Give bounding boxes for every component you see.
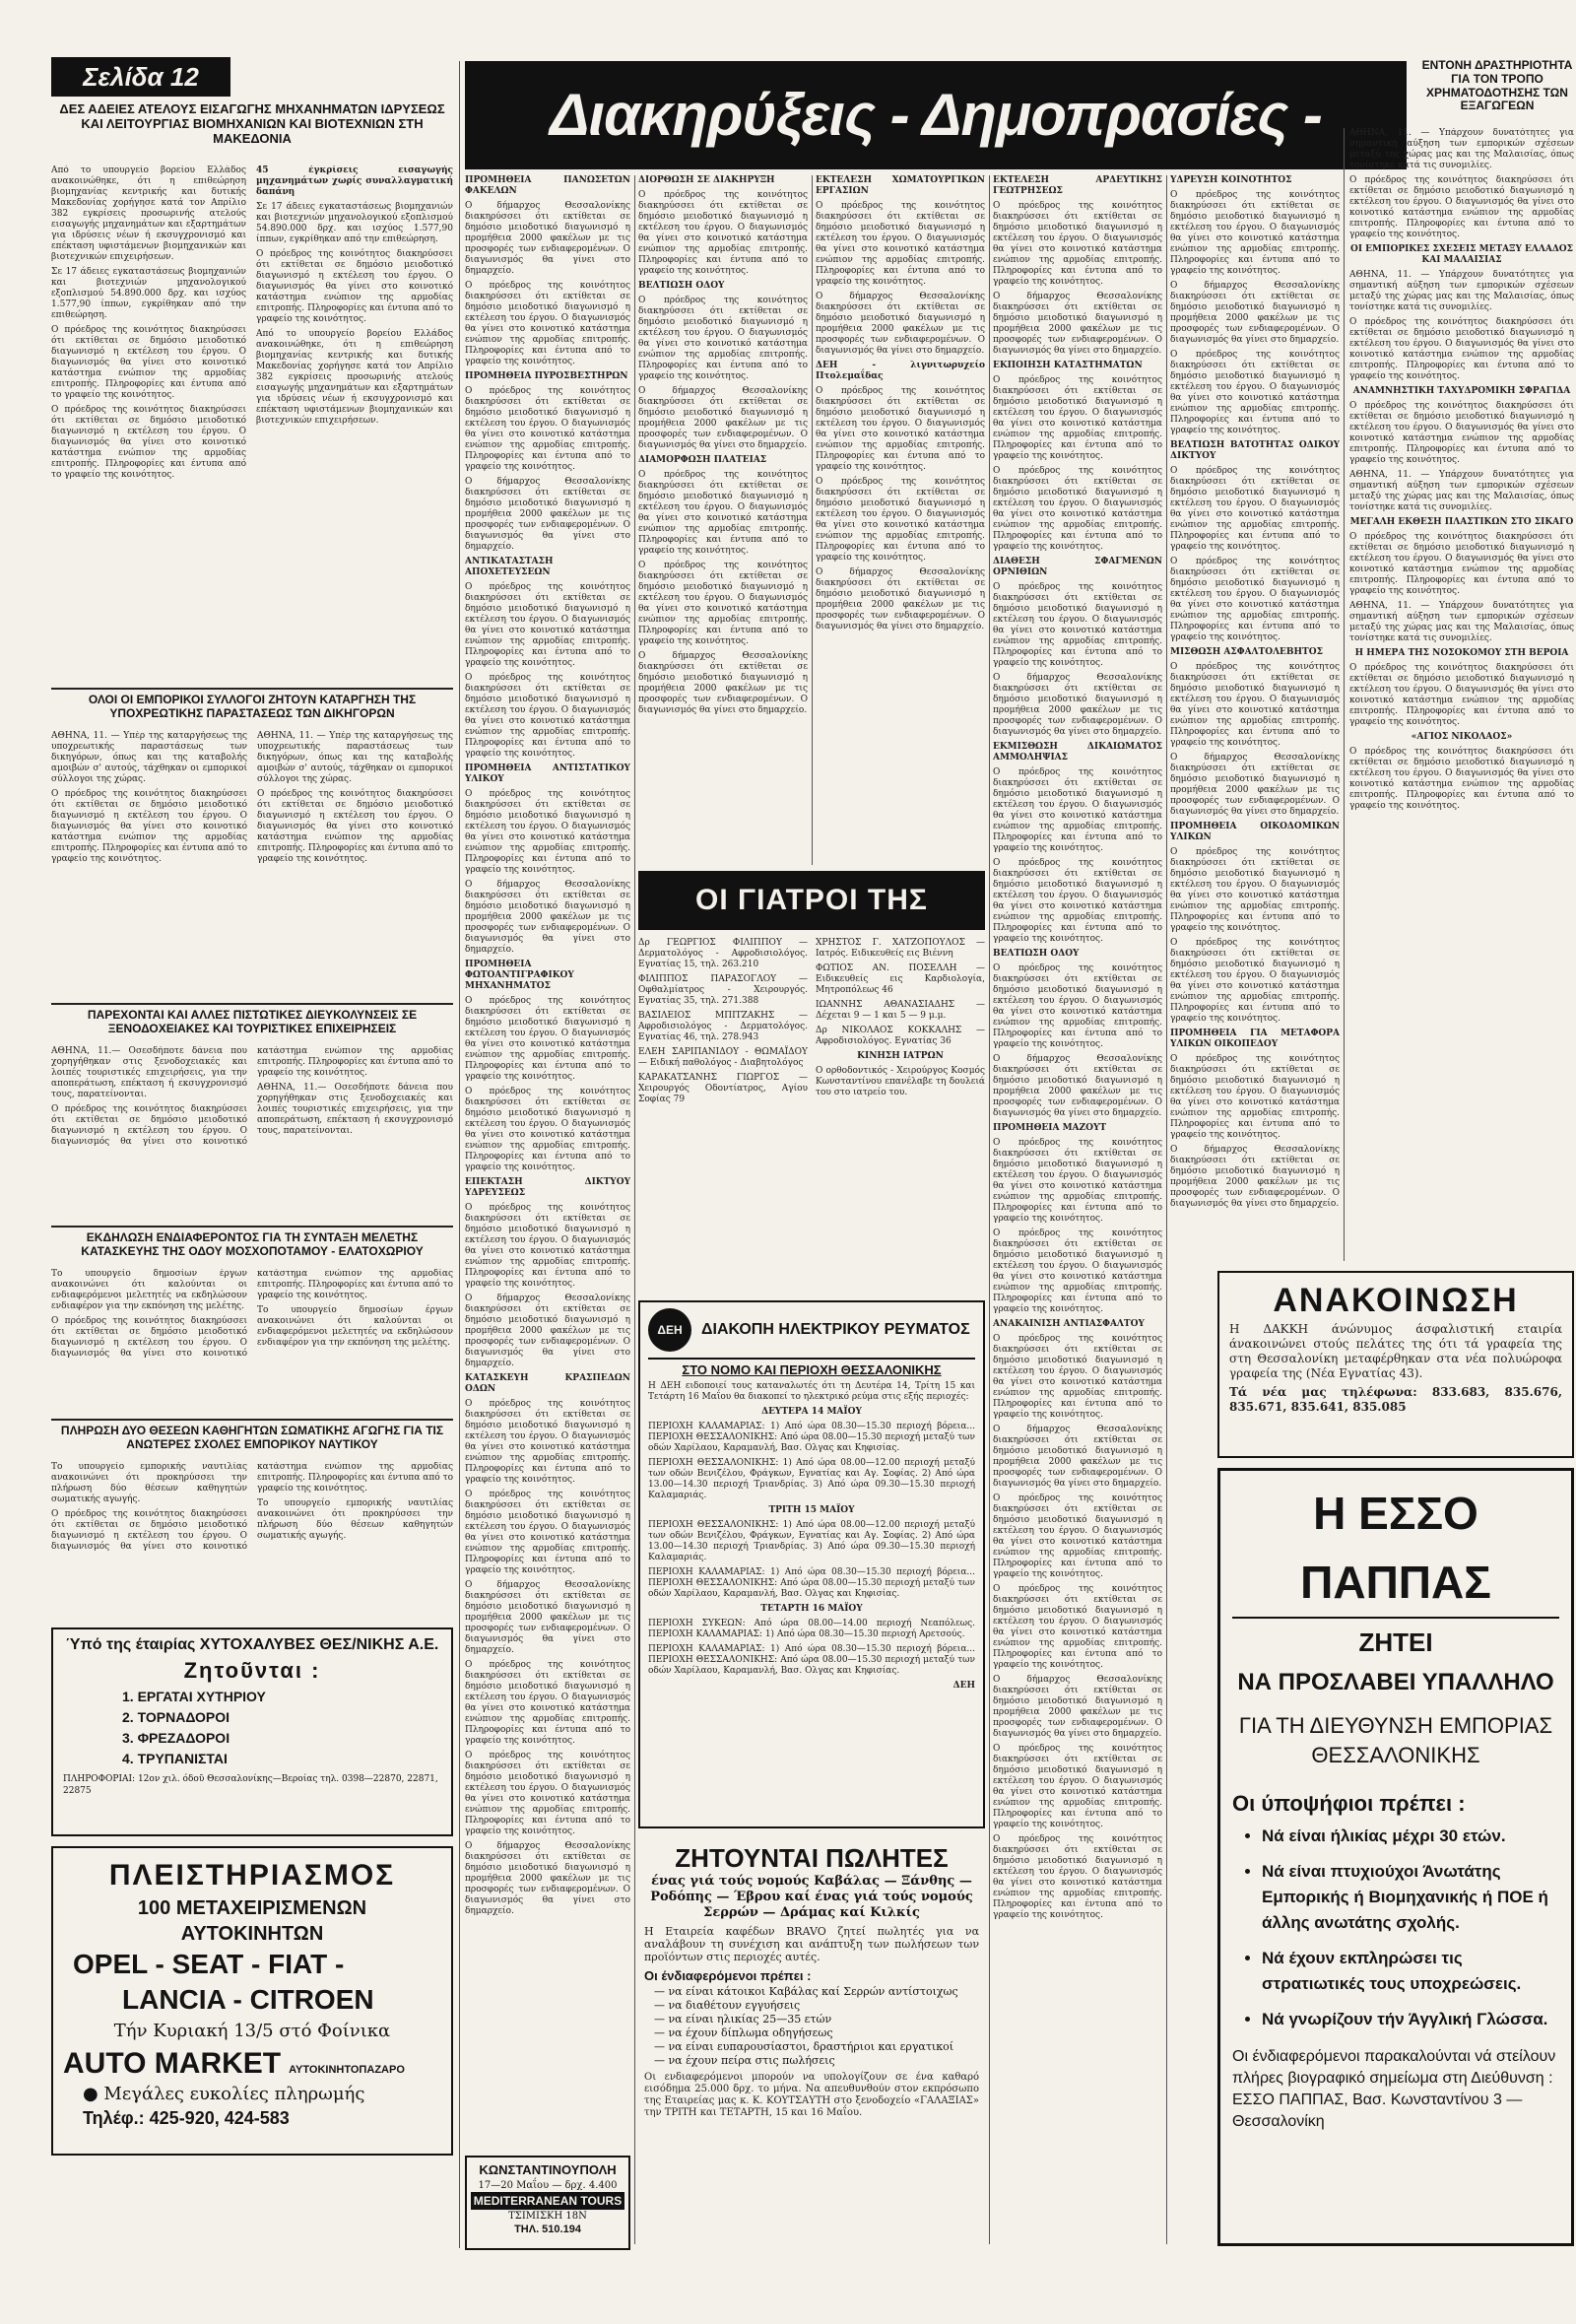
article-body: Σε 17 άδειες εγκαταστάσεως βιομηχανιών και βιοτεχνιών μηχανολογικού εξοπλισμού 54.890.000 δρχ. και ισχύος 1.577,90 ίππων, εγκρίθηκαν από την επιθεώρηση.	[51, 267, 246, 320]
notice-body: Ο δήμαρχος Θεσσαλονίκης διακηρύσσει ότι εκτίθεται σε δημόσιο μειοδοτικό διαγωνισμό η προμήθεια 2000 φακέλων με τις προσφορές των ενδιαφερομένων. Ο διαγωνισμός θα γίνει στο δημαρχείο.	[993, 1054, 1162, 1118]
steel-ad-company: Ύπό της έταιρίας ΧΥΤΟΧΑΛΥΒΕΣ ΘΕΣ/ΝΙΚΗΣ Α.Ε.	[65, 1636, 439, 1653]
notice-heading: ΔΙΑΜΟΡΦΩΣΗ ΠΛΑΤΕΙΑΣ	[638, 455, 767, 465]
article-body: ΑΘΗΝΑ, 11. — Υπάρχουν δυνατότητες για σημαντική αύξηση των εμπορικών σχέσεων μεταξύ της χώρας μας και της Μαλαισίας, όπως τονίστηκε κατά τις συνομιλίες.	[1349, 128, 1574, 170]
notice-body: Ο πρόεδρος της κοινότητος διακηρύσσει ότι εκτίθεται σε δημόσιο μειοδοτικό διαγωνισμό η εκτέλεση του έργου. Ο διαγωνισμός θα γίνει στο κοινοτικό κατάστημα ενώπιον της αρμοδίας επιτροπής. Πληροφορίες και έντυπα από το γραφείο της κοινότητος.	[465, 1203, 630, 1289]
steel-ad-item: 4. ΤΡΥΠΑΝΙΣΤΑΙ	[122, 1751, 228, 1766]
notice-body: Ο πρόεδρος της κοινότητος διακηρύσσει ότι εκτίθεται σε δημόσιο μειοδοτικό διαγωνισμό η εκτέλεση του έργου. Ο διαγωνισμός θα γίνει στο κοινοτικό κατάστημα ενώπιον της αρμοδίας επιτροπής. Πληροφορίες και έντυπα από το γραφείο της κοινότητος.	[1170, 1054, 1340, 1140]
divider	[51, 1003, 453, 1005]
notice-body: Ο δήμαρχος Θεσσαλονίκης διακηρύσσει ότι εκτίθεται σε δημόσιο μειοδοτικό διαγωνισμό η προμήθεια 2000 φακέλων με τις προσφορές των ενδιαφερομένων. Ο διαγωνισμός θα γίνει στο δημαρχείο.	[465, 1841, 630, 1916]
notice-heading: ΒΕΛΤΙΩΣΗ ΟΔΟΥ	[993, 949, 1080, 959]
salesmen-req: — να είναι κάτοικοι Καβάλας καί Σερρών αντίστοιχως	[654, 1985, 958, 1998]
salesmen-req: — να έχουν πείρα στις πωλήσεις	[654, 2054, 835, 2067]
subheadline: 45 έγκρίσεις εισαγωγής μηχανημάτων χωρίς συναλλαγματική δαπάνη	[256, 166, 453, 197]
power-label: ΔΙΑΚΟΠΗ ΗΛΕΚΤΡΙΚΟΥ ΡΕΥΜΑΤΟΣ	[701, 1321, 970, 1338]
notice-column-2	[638, 175, 808, 865]
dei-logo-text: ΔΕΗ	[657, 1323, 683, 1337]
headline-tourist-credit: ΠΑΡΕΧΟΝΤΑΙ ΚΑΙ ΑΛΛΕΣ ΠΙΣΤΩΤΙΚΕΣ ΔΙΕΥΚΟΛΥΝΣΕΙΣ ΣΕ ΞΕΝΟΔΟΧΕΙΑΚΕΣ ΚΑΙ ΤΟΥΡΙΣΤΙΚΕΣ ΕΠΙΧΕΙΡΗΣΕΙΣ	[87, 1009, 418, 1035]
power-heading: ΣΤΟ ΝΟΜΟ ΚΑΙ ΠΕΡΙΟΧΗ ΘΕΣΣΑΛΟΝΙΚΗΣ	[682, 1362, 942, 1377]
power-day: ΔΕΥΤΕΡΑ 14 ΜΑΪΟΥ	[761, 1407, 862, 1417]
notice-body: Ο πρόεδρος της κοινότητος διακηρύσσει ότι εκτίθεται σε δημόσιο μειοδοτικό διαγωνισμό η εκτέλεση του έργου. Ο διαγωνισμός θα γίνει στο κοινοτικό κατάστημα ενώπιον της αρμοδίας επιτροπής. Πληροφορίες και έντυπα από το γραφείο της κοινότητος.	[993, 1334, 1162, 1420]
notice-heading: ΜΙΣΘΩΣΗ ΑΣΦΑΛΤΟΛΕΒΗΤΟΣ	[1170, 647, 1323, 657]
article-body: ΑΘΗΝΑ, 11.— Οσεσδήποτε δάνεια που χορηγήθηκαν στις ξενοδοχειακές και λοιπές τουριστικές επιχειρήσεις, για την αποπεράτωση, επέκταση ή εκσυγχρονισμό τους, παρατείνονται.	[257, 1083, 453, 1136]
article-body: ΑΘΗΝΑ, 11. — Υπάρχουν δυνατότητες για σημαντική αύξηση των εμπορικών σχέσεων μεταξύ της χώρας μας και της Μαλαισίας, όπως τονίστηκε κατά τις συνομιλίες.	[1349, 470, 1574, 512]
article-body: Ο πρόεδρος της κοινότητος διακηρύσσει ότι εκτίθεται σε δημόσιο μειοδοτικό διαγωνισμό η εκτέλεση του έργου. Ο διαγωνισμός θα γίνει στο κοινοτικό κατάστημα ενώπιον της αρμοδίας επιτροπής. Πληροφορίες και έντυπα από το γραφείο της κοινότητος.	[256, 249, 453, 324]
auction-phone: Τηλέφ.: 425-920, 424-583	[83, 2108, 290, 2128]
esso-requirements	[1232, 1824, 1559, 2032]
salesmen-req: — να διαθέτουν εγγυήσεις	[654, 1999, 801, 2012]
auction-name-sub: ΑΥΤΟΚΙΝΗΤΟΠΑΖΑΡΟ	[289, 2064, 405, 2076]
notice-body: Ο πρόεδρος της κοινότητος διακηρύσσει ότι εκτίθεται σε δημόσιο μειοδοτικό διαγωνισμό η εκτέλεση του έργου. Ο διαγωνισμός θα γίνει στο κοινοτικό κατάστημα ενώπιον της αρμοδίας επιτροπής. Πληροφορίες και έντυπα από το γραφείο της κοινότητος.	[465, 1751, 630, 1836]
subheadline: ΟΙ ΕΜΠΟΡΙΚΕΣ ΣΧΕΣΕΙΣ ΜΕΤΑΞΥ ΕΛΛΑΔΟΣ ΚΑΙ ΜΑΛΑΙΣΙΑΣ	[1349, 244, 1574, 265]
column-rule	[1344, 128, 1345, 1261]
salesmen-intro: Η Εταιρεία καφέδων BRAVO ζητεί πωλητές για να αναλάβουν τη συνέχιση και ανάπτυξη των πωλήσεων των προϊόντων στις περιοχές αυτές.	[644, 1925, 979, 1963]
esso-closing: Οι ένδιαφερόμενοι παρακαλούνται νά στείλουν πλήρες βιογραφικό σημείωμα στη Διεύθυνση : ΕΣΣΟ ΠΑΠΠΑΣ, Βασ. Κωνσταντίνου 3 — Θεσσαλονίκη	[1232, 2048, 1556, 2130]
article-body: Ο πρόεδρος της κοινότητος διακηρύσσει ότι εκτίθεται σε δημόσιο μειοδοτικό διαγωνισμό η εκτέλεση του έργου. Ο διαγωνισμός θα γίνει στο κοινοτικό κατάστημα ενώπιον της αρμοδίας επιτροπής. Πληροφορίες και έντυπα από το γραφείο της κοινότητος.	[1349, 175, 1574, 239]
notice-body: Ο δήμαρχος Θεσσαλονίκης διακηρύσσει ότι εκτίθεται σε δημόσιο μειοδοτικό διαγωνισμό η προμήθεια 2000 φακέλων με τις προσφορές των ενδιαφερομένων. Ο διαγωνισμός θα γίνει στο δημαρχείο.	[993, 1425, 1162, 1489]
notice-heading: ΕΚΤΕΛΕΣΗ ΑΡΔΕΥΤΙΚΗΣ ΓΕΩΤΡΗΣΕΩΣ	[993, 175, 1162, 196]
announcement-box	[1217, 1271, 1574, 1458]
power-body: ΠΕΡΙΟΧΗ ΚΑΛΑΜΑΡΙΑΣ: 1) Από ώρα 08.30—15.30 περιοχή βόρεια... ΠΕΡΙΟΧΗ ΘΕΣΣΑΛΟΝΙΚΗΣ: Από ώρα 08.00—15.30 περιοχή μεταξύ των οδών Χαρίλαου, Καραμανλή, Βασ. Ολγας και Κηφισίας.	[648, 1422, 975, 1453]
right-column-news	[1349, 128, 1574, 1259]
steel-ad-item: 1. ΕΡΓΑΤΑΙ ΧΥΤΗΡΙΟΥ	[122, 1689, 266, 1704]
notice-body: Ο πρόεδρος της κοινότητος διακηρύσσει ότι εκτίθεται σε δημόσιο μειοδοτικό διαγωνισμό η εκτέλεση του έργου. Ο διαγωνισμός θα γίνει στο κοινοτικό κατάστημα ενώπιον της αρμοδίας επιτροπής. Πληροφορίες και έντυπα από το γραφείο της κοινότητος.	[638, 561, 808, 646]
column-rule	[634, 175, 635, 2244]
steel-ad-item: 3. ΦΡΕΖΑΔΟΡΟΙ	[122, 1730, 230, 1746]
subheadline: ΜΕΓΑΛΗ ΕΚΘΕΣΗ ΠΛΑΣΤΙΚΩΝ ΣΤΟ ΣΙΚΑΓΟ	[1349, 517, 1574, 527]
article-body: Ο πρόεδρος της κοινότητος διακηρύσσει ότι εκτίθεται σε δημόσιο μειοδοτικό διαγωνισμό η εκτέλεση του έργου. Ο διαγωνισμός θα γίνει στο κοινοτικό κατάστημα ενώπιον της αρμοδίας επιτροπής. Πληροφορίες και έντυπα από το γραφείο της κοινότητος.	[1349, 401, 1574, 465]
notice-heading: ΕΠΕΚΤΑΣΗ ΔΙΚΤΥΟΥ ΥΔΡΕΥΣΕΩΣ	[465, 1177, 630, 1198]
notice-body: Ο πρόεδρος της κοινότητος διακηρύσσει ότι εκτίθεται σε δημόσιο μειοδοτικό διαγωνισμό η εκτέλεση του έργου. Ο διαγωνισμός θα γίνει στο κοινοτικό κατάστημα ενώπιον της αρμοδίας επιτροπής. Πληροφορίες και έντυπα από το γραφείο της κοινότητος.	[1170, 847, 1340, 933]
headline-merchant-associations: ΟΛΟΙ ΟΙ ΕΜΠΟΡΙΚΟΙ ΣΥΛΛΟΓΟΙ ΖΗΤΟΥΝ ΚΑΤΑΡΓΗΣΗ ΤΗΣ ΥΠΟΧΡΕΩΤΙΚΗΣ ΠΑΡΑΣΤΑΣΕΩΣ ΤΩΝ ΔΙΚΗΓΟΡΩΝ	[88, 694, 417, 720]
column-rule	[989, 175, 990, 2244]
notice-body: Ο πρόεδρος της κοινότητος διακηρύσσει ότι εκτίθεται σε δημόσιο μειοδοτικό διαγωνισμό η εκτέλεση του έργου. Ο διαγωνισμός θα γίνει στο κοινοτικό κατάστημα ενώπιον της αρμοδίας επιτροπής. Πληροφορίες και έντυπα από το γραφείο της κοινότητος.	[1170, 350, 1340, 435]
doctor-entry: ΧΡΗΣΤΟΣ Γ. ΧΑΤΖΟΠΟΥΛΟΣ — Ιατρός. Ειδικευθείς εις Βιέννη	[816, 938, 985, 959]
notice-column-3	[816, 175, 985, 865]
power-day: ΤΕΤΑΡΤΗ 16 ΜΑΪΟΥ	[760, 1604, 863, 1614]
konstantinoupoli-ad	[465, 2156, 630, 2250]
notice-body: Ο πρόεδρος της κοινότητος διακηρύσσει ότι εκτίθεται σε δημόσιο μειοδοτικό διαγωνισμό η εκτέλεση του έργου. Ο διαγωνισμός θα γίνει στο κοινοτικό κατάστημα ενώπιον της αρμοδίας επιτροπής. Πληροφορίες και έντυπα από το γραφείο της κοινότητος.	[1170, 662, 1340, 748]
article-body: Από το υπουργείο βορείου Ελλάδος ανακοινώθηκε, ότι η επιθεώρηση βιομηχανίας κεντρικής και δυτικής Μακεδονίας χορήγησε κατά τον Απρίλιο 382 εγκρίσεις προσωρινής ατελούς εισαγωγής μηχανημάτων και εξαρτημάτων για ιδρύσεις νέων ή εκσυγχρονισμό και επέκταση υφιστάμενων βιομηχανικών και βιοτεχνικών επιχειρήσεων.	[51, 166, 246, 262]
article-body: Ο πρόεδρος της κοινότητος διακηρύσσει ότι εκτίθεται σε δημόσιο μειοδοτικό διαγωνισμό η εκτέλεση του έργου. Ο διαγωνισμός θα γίνει στο κοινοτικό κατάστημα ενώπιον της αρμοδίας επιτροπής. Πληροφορίες και έντυπα από το γραφείο της κοινότητος.	[1349, 747, 1574, 811]
article-body: Σε 17 άδειες εγκαταστάσεως βιομηχανιών και βιοτεχνιών μηχανολογικού εξοπλισμού 54.890.000 δρχ. και ισχύος 1.577,90 ίππων, εγκρίθηκαν από την επιθεώρηση.	[256, 202, 453, 244]
notice-body: Ο πρόεδρος της κοινότητος διακηρύσσει ότι εκτίθεται σε δημόσιο μειοδοτικό διαγωνισμό η εκτέλεση του έργου. Ο διαγωνισμός θα γίνει στο κοινοτικό κατάστημα ενώπιον της αρμοδίας επιτροπής. Πληροφορίες και έντυπα από το γραφείο της κοινότητος.	[465, 789, 630, 875]
notice-body: Ο δήμαρχος Θεσσαλονίκης διακηρύσσει ότι εκτίθεται σε δημόσιο μειοδοτικό διαγωνισμό η προμήθεια 2000 φακέλων με τις προσφορές των ενδιαφερομένων. Ο διαγωνισμός θα γίνει στο δημαρχείο.	[638, 651, 808, 715]
notice-heading: ΠΡΟΜΗΘΕΙΑ ΑΝΤΙΣΤΑΤΙΚΟΥ ΥΛΙΚΟΥ	[465, 764, 630, 784]
left-article-2	[51, 731, 453, 995]
left-article-1b	[256, 166, 453, 678]
esso-line1: ΖΗΤΕΙ	[1358, 1627, 1433, 1657]
article-body: Ο πρόεδρος της κοινότητος διακηρύσσει ότι εκτίθεται σε δημόσιο μειοδοτικό διαγωνισμό η εκτέλεση του έργου. Ο διαγωνισμός θα γίνει στο κοινοτικό κατάστημα ενώπιον της αρμοδίας επιτροπής. Πληροφορίες και έντυπα από το γραφείο της κοινότητος.	[1349, 532, 1574, 596]
doctor-entry: Δρ ΝΙΚΟΛΑΟΣ ΚΟΚΚΑΛΗΣ — Αφροδισιολόγος. Εγνατίας 36	[816, 1026, 985, 1046]
auction-sub1: 100 ΜΕΤΑΧΕΙΡΙΣΜΕΝΩΝ	[137, 1897, 367, 1919]
notice-body: Ο πρόεδρος της κοινότητος διακηρύσσει ότι εκτίθεται σε δημόσιο μειοδοτικό διαγωνισμό η εκτέλεση του έργου. Ο διαγωνισμός θα γίνει στο κοινοτικό κατάστημα ενώπιον της αρμοδίας επιτροπής. Πληροφορίες και έντυπα από το γραφείο της κοινότητος.	[465, 1660, 630, 1746]
auction-ad	[51, 1846, 453, 2156]
kinisi-heading: ΚΙΝΗΣΗ ΙΑΤΡΩΝ	[857, 1051, 944, 1061]
power-outage-notice	[638, 1300, 985, 1828]
esso-req: • Νά είναι ήλικίας μέχρι 30 ετών.	[1262, 1824, 1559, 1849]
notice-body: Ο δήμαρχος Θεσσαλονίκης διακηρύσσει ότι εκτίθεται σε δημόσιο μειοδοτικό διαγωνισμό η προμήθεια 2000 φακέλων με τις προσφορές των ενδιαφερομένων. Ο διαγωνισμός θα γίνει στο δημαρχείο.	[465, 1580, 630, 1655]
notice-body: Ο πρόεδρος της κοινότητος διακηρύσσει ότι εκτίθεται σε δημόσιο μειοδοτικό διαγωνισμό η εκτέλεση του έργου. Ο διαγωνισμός θα γίνει στο κοινοτικό κατάστημα ενώπιον της αρμοδίας επιτροπής. Πληροφορίες και έντυπα από το γραφείο της κοινότητος.	[465, 996, 630, 1082]
notice-body: Ο πρόεδρος της κοινότητος διακηρύσσει ότι εκτίθεται σε δημόσιο μειοδοτικό διαγωνισμό η εκτέλεση του έργου. Ο διαγωνισμός θα γίνει στο κοινοτικό κατάστημα ενώπιον της αρμοδίας επιτροπής. Πληροφορίες και έντυπα από το γραφείο της κοινότητος.	[465, 1490, 630, 1575]
notice-heading: ΑΝΤΙΚΑΤΑΣΤΑΣΗ ΑΠΟΧΕΤΕΥΣΕΩΝ	[465, 557, 554, 577]
notice-body: Ο πρόεδρος της κοινότητος διακηρύσσει ότι εκτίθεται σε δημόσιο μειοδοτικό διαγωνισμό η εκτέλεση του έργου. Ο διαγωνισμός θα γίνει στο κοινοτικό κατάστημα ενώπιον της αρμοδίας επιτροπής. Πληροφορίες και έντυπα από το γραφείο της κοινότητος.	[638, 296, 808, 381]
notice-body: Ο πρόεδρος της κοινότητος διακηρύσσει ότι εκτίθεται σε δημόσιο μειοδοτικό διαγωνισμό η εκτέλεση του έργου. Ο διαγωνισμός θα γίνει στο κοινοτικό κατάστημα ενώπιον της αρμοδίας επιτροπής. Πληροφορίες και έντυπα από το γραφείο της κοινότητος.	[993, 1834, 1162, 1920]
article-body: ΑΘΗΝΑ, 11. — Υπάρχουν δυνατότητες για σημαντική αύξηση των εμπορικών σχέσεων μεταξύ της χώρας μας και της Μαλαισίας, όπως τονίστηκε κατά τις συνομιλίες.	[1349, 270, 1574, 312]
notice-body: Ο δήμαρχος Θεσσαλονίκης διακηρύσσει ότι εκτίθεται σε δημόσιο μειοδοτικό διαγωνισμό η προμήθεια 2000 φακέλων με τις προσφορές των ενδιαφερομένων. Ο διαγωνισμός θα γίνει στο δημαρχείο.	[465, 477, 630, 552]
notice-heading: ΔΙΟΡΘΩΣΗ ΣΕ ΔΙΑΚΗΡΥΞΗ	[638, 175, 775, 185]
doctors-banner	[638, 871, 985, 930]
esso-req: • Νά είναι πτυχιούχοι Άνωτάτης Εμπορικής ή Βιομηχανικής ή ΠΟΕ ή άλλης ανωτάτης σχολής.	[1262, 1859, 1559, 1936]
article-body: ΑΘΗΝΑ, 11. — Υπέρ της καταργήσεως της υποχρεωτικής παραστάσεως των δικηγόρων, όπως και της καταβολής αμοιβών σ' αυτούς, τάχθηκαν οι εμπορικοί σύλλογοι της χώρας.	[51, 731, 247, 784]
column-rule	[459, 61, 460, 2248]
column-rule	[812, 175, 813, 865]
notice-body: Ο πρόεδρος της κοινότητος διακηρύσσει ότι εκτίθεται σε δημόσιο μειοδοτικό διαγωνισμό η εκτέλεση του έργου. Ο διαγωνισμός θα γίνει στο κοινοτικό κατάστημα ενώπιον της αρμοδίας επιτροπής. Πληροφορίες και έντυπα από το γραφείο της κοινότητος.	[465, 673, 630, 759]
doctor-entry: ΚΑΡΑΚΑΤΣΑΝΗΣ ΓΙΩΡΓΟΣ — Χειρουργός Οδοντίατρος, Αγίου Σοφίας 79	[638, 1073, 808, 1104]
headline-machinery-imports: ΔΕΣ ΑΔΕΙΕΣ ΑΤΕΛΟΥΣ ΕΙΣΑΓΩΓΗΣ ΜΗΧΑΝΗΜΑΤΩΝ ΙΔΡΥΣΕΩΣ ΚΑΙ ΛΕΙΤΟΥΡΓΙΑΣ ΒΙΟΜΗΧΑΝΙΩΝ ΚΑΙ ΒΙΟΤΕΧΝΙΩΝ ΣΤΗ ΜΑΚΕΔΟΝΙΑ	[59, 102, 445, 146]
notice-heading: ΠΡΟΜΗΘΕΙΑ ΟΙΚΟΔΟΜΙΚΩΝ ΥΛΙΚΩΝ	[1170, 822, 1340, 842]
doctor-entry: ΙΩΑΝΝΗΣ ΑΘΑΝΑΣΙΑΔΗΣ — Δέχεται 9 — 1 και 5 — 9 μ.μ.	[816, 1000, 985, 1021]
notice-body: Ο δήμαρχος Θεσσαλονίκης διακηρύσσει ότι εκτίθεται σε δημόσιο μειοδοτικό διαγωνισμό η προμήθεια 2000 φακέλων με τις προσφορές των ενδιαφερομένων. Ο διαγωνισμός θα γίνει στο δημαρχείο.	[465, 201, 630, 276]
article-body: Το υπουργείο δημοσίων έργων ανακοινώνει ότι καλούνται οι ενδιαφερόμενοι μελετητές να εκδηλώσουν ενδιαφέρον για την εκπόνηση της μελέτης.	[51, 1269, 247, 1311]
notice-column-4	[993, 175, 1162, 2244]
article-body: ΑΘΗΝΑ, 11. — Υπέρ της καταργήσεως της υποχρεωτικής παραστάσεως των δικηγόρων, όπως και της καταβολής αμοιβών σ' αυτούς, τάχθηκαν οι εμπορικοί σύλλογοι της χώρας.	[257, 731, 453, 784]
salesmen-req-title: Οι ένδιαφερόμενοι πρέπει :	[644, 1968, 812, 1983]
power-body: ΠΕΡΙΟΧΗ ΚΑΛΑΜΑΡΙΑΣ: 1) Από ώρα 08.30—15.30 περιοχή βόρεια... ΠΕΡΙΟΧΗ ΘΕΣΣΑΛΟΝΙΚΗΣ: Από ώρα 08.00—15.30 περιοχή μεταξύ των οδών Χαρίλαου, Καραμανλή, Βασ. Ολγας και Κηφισίας.	[648, 1644, 975, 1676]
divider	[51, 688, 453, 690]
salesmen-title: ΖΗΤΟΥΝΤΑΙ ΠΩΛΗΤΕΣ	[675, 1843, 949, 1873]
notice-heading: ΠΡΟΜΗΘΕΙΑ ΜΑΖΟΥΤ	[993, 1123, 1107, 1133]
notice-body: Ο πρόεδρος της κοινότητος διακηρύσσει ότι εκτίθεται σε δημόσιο μειοδοτικό διαγωνισμό η εκτέλεση του έργου. Ο διαγωνισμός θα γίνει στο κοινοτικό κατάστημα ενώπιον της αρμοδίας επιτροπής. Πληροφορίες και έντυπα από το γραφείο της κοινότητος.	[993, 963, 1162, 1049]
article-body: Από το υπουργείο βορείου Ελλάδος ανακοινώθηκε, ότι η επιθεώρηση βιομηχανίας κεντρικής και δυτικής Μακεδονίας χορήγησε κατά τον Απρίλιο 382 εγκρίσεις προσωρινής ατελούς εισαγωγής μηχανημάτων και εξαρτημάτων για ιδρύσεις νέων ή εκσυγχρονισμό και επέκταση υφιστάμενων βιομηχανικών και βιοτεχνικών επιχειρήσεων.	[256, 329, 453, 426]
notice-body: Ο πρόεδρος της κοινότητος διακηρύσσει ότι εκτίθεται σε δημόσιο μειοδοτικό διαγωνισμό η εκτέλεση του έργου. Ο διαγωνισμός θα γίνει στο κοινοτικό κατάστημα ενώπιον της αρμοδίας επιτροπής. Πληροφορίες και έντυπα από το γραφείο της κοινότητος.	[993, 1744, 1162, 1829]
doctors-list-left	[638, 938, 808, 1293]
konst-tel: ΤΗΛ. 510.194	[514, 2224, 581, 2235]
doctors-banner-title: ΟΙ ΓΙΑΤΡΟΙ ΤΗΣ	[695, 884, 928, 916]
konst-dates: 17—20 Μαΐου — δρχ. 4.400	[478, 2180, 618, 2191]
salesmen-sub: ένας γιά τούς νομούς Καβάλας — Ξάνθης — Ροδόπης — Έβρου καί ένας γιά τούς νομούς Σερρών — Δράμας καί Κιλκίς	[650, 1874, 973, 1920]
notice-body: Ο πρόεδρος της κοινότητος διακηρύσσει ότι εκτίθεται σε δημόσιο μειοδοτικό διαγωνισμό η εκτέλεση του έργου. Ο διαγωνισμός θα γίνει στο κοινοτικό κατάστημα ενώπιον της αρμοδίας επιτροπής. Πληροφορίες και έντυπα από το γραφείο της κοινότητος.	[993, 582, 1162, 668]
right-top-headline: ΕΝΤΟΝΗ ΔΡΑΣΤΗΡΙΟΤΗΤΑ ΓΙΑ ΤΟΝ ΤΡΟΠΟ ΧΡΗΜΑΤΟΔΟΤΗΣΗΣ ΤΩΝ ΕΞΑΓΩΓΕΩΝ	[1421, 59, 1573, 113]
salesmen-req: — να έχουν δίπλωμα οδηγήσεως	[654, 2026, 833, 2039]
steel-ad-info: ΠΛΗΡΟΦΟΡΙΑΙ: 12ον χιλ. όδοῦ Θεσσαλονίκης—Βεροίας τηλ. 0398—22870, 22871, 22875	[63, 1774, 438, 1796]
esso-line2: ΝΑ ΠΡΟΣΛΑΒΕΙ ΥΠΑΛΛΗΛΟ	[1237, 1669, 1554, 1695]
notice-heading: ΒΕΛΤΙΩΣΗ ΒΑΤΟΤΗΤΑΣ ΟΔΙΚΟΥ ΔΙΚΤΥΟΥ	[1170, 440, 1340, 461]
article-body: ΑΘΗΝΑ, 11.— Οσεσδήποτε δάνεια που χορηγήθηκαν στις ξενοδοχειακές και λοιπές τουριστικές επιχειρήσεις, για την αποπεράτωση, επέκταση ή εκσυγχρονισμό τους, παρατείνονται.	[51, 1046, 247, 1099]
notice-body: Ο πρόεδρος της κοινότητος διακηρύσσει ότι εκτίθεται σε δημόσιο μειοδοτικό διαγωνισμό η εκτέλεση του έργου. Ο διαγωνισμός θα γίνει στο κοινοτικό κατάστημα ενώπιον της αρμοδίας επιτροπής. Πληροφορίες και έντυπα από το γραφείο της κοινότητος.	[993, 375, 1162, 461]
notice-heading: ΥΔΡΕΥΣΗ ΚΟΙΝΟΤΗΤΟΣ	[1170, 175, 1292, 185]
notice-body: Ο πρόεδρος της κοινότητος διακηρύσσει ότι εκτίθεται σε δημόσιο μειοδοτικό διαγωνισμό η εκτέλεση του έργου. Ο διαγωνισμός θα γίνει στο κοινοτικό κατάστημα ενώπιον της αρμοδίας επιτροπής. Πληροφορίες και έντυπα από το γραφείο της κοινότητος.	[465, 386, 630, 472]
article-body: Το υπουργείο δημοσίων έργων ανακοινώνει ότι καλούνται οι ενδιαφερόμενοι μελετητές να εκδηλώσουν ενδιαφέρον για την εκπόνηση της μελέτης.	[257, 1305, 453, 1348]
left-article-5	[51, 1462, 453, 1622]
notice-body: Ο δήμαρχος Θεσσαλονίκης διακηρύσσει ότι εκτίθεται σε δημόσιο μειοδοτικό διαγωνισμό η προμήθεια 2000 φακέλων με τις προσφορές των ενδιαφερομένων. Ο διαγωνισμός θα γίνει στο δημαρχείο.	[816, 292, 985, 356]
esso-title: Η ΕΣΣΟ ΠΑΠΠΑΣ	[1232, 1479, 1559, 1619]
notice-heading: ΕΚΠΟΙΗΣΗ ΚΑΤΑΣΤΗΜΑΤΩΝ	[993, 361, 1143, 370]
subheadline: Η ΗΜΕΡΑ ΤΗΣ ΝΟΣΟΚΟΜΟΥ ΣΤΗ ΒΕΡΟΙΑ	[1354, 648, 1569, 658]
power-body: ΠΕΡΙΟΧΗ ΚΑΛΑΜΑΡΙΑΣ: 1) Από ώρα 08.30—15.30 περιοχή βόρεια... ΠΕΡΙΟΧΗ ΘΕΣΣΑΛΟΝΙΚΗΣ: Από ώρα 08.00—15.30 περιοχή μεταξύ των οδών Χαρίλαου, Καραμανλή, Βασ. Ολγας και Κηφισίας.	[648, 1567, 975, 1599]
steel-ad-title: Ζητοῦνται :	[183, 1658, 321, 1683]
notice-body: Ο δήμαρχος Θεσσαλονίκης διακηρύσσει ότι εκτίθεται σε δημόσιο μειοδοτικό διαγωνισμό η προμήθεια 2000 φακέλων με τις προσφορές των ενδιαφερομένων. Ο διαγωνισμός θα γίνει στο δημαρχείο.	[638, 386, 808, 450]
notice-body: Ο πρόεδρος της κοινότητος διακηρύσσει ότι εκτίθεται σε δημόσιο μειοδοτικό διαγωνισμό η εκτέλεση του έργου. Ο διαγωνισμός θα γίνει στο κοινοτικό κατάστημα ενώπιον της αρμοδίας επιτροπής. Πληροφορίες και έντυπα από το γραφείο της κοινότητος.	[1170, 938, 1340, 1024]
power-body: ΠΕΡΙΟΧΗ ΘΕΣΣΑΛΟΝΙΚΗΣ: 1) Από ώρα 08.00—12.00 περιοχή μεταξύ των οδών Βενιζέλου, Φράγκων, Εγνατίας και Αγ. Σοφίας. 2) Από ώρα 13.00—14.30 περιοχή Τριανδρίας. 3) Από ώρα 09.30—15.30 περιοχή Καλαμαριάς.	[648, 1458, 975, 1500]
steel-ad-item: 2. ΤΟΡΝΑΔΟΡΟΙ	[122, 1709, 230, 1725]
notice-body: Ο πρόεδρος της κοινότητος διακηρύσσει ότι εκτίθεται σε δημόσιο μειοδοτικό διαγωνισμό η εκτέλεση του έργου. Ο διαγωνισμός θα γίνει στο κοινοτικό κατάστημα ενώπιον της αρμοδίας επιτροπής. Πληροφορίες και έντυπα από το γραφείο της κοινότητος.	[993, 201, 1162, 287]
notice-body: Ο πρόεδρος της κοινότητος διακηρύσσει ότι εκτίθεται σε δημόσιο μειοδοτικό διαγωνισμό η εκτέλεση του έργου. Ο διαγωνισμός θα γίνει στο κοινοτικό κατάστημα ενώπιον της αρμοδίας επιτροπής. Πληροφορίες και έντυπα από το γραφείο της κοινότητος.	[465, 582, 630, 668]
auction-title: ΠΛΕΙΣΤΗΡΙΑΣΜΟΣ	[108, 1859, 396, 1892]
notice-body: Ο δήμαρχος Θεσσαλονίκης διακηρύσσει ότι εκτίθεται σε δημόσιο μειοδοτικό διαγωνισμό η προμήθεια 2000 φακέλων με τις προσφορές των ενδιαφερομένων. Ο διαγωνισμός θα γίνει στο δημαρχείο.	[816, 567, 985, 631]
page-number-label: Σελίδα 12	[83, 62, 199, 92]
notice-body: Ο δήμαρχος Θεσσαλονίκης διακηρύσσει ότι εκτίθεται σε δημόσιο μειοδοτικό διαγωνισμό η προμήθεια 2000 φακέλων με τις προσφορές των ενδιαφερομένων. Ο διαγωνισμός θα γίνει στο δημαρχείο.	[1170, 1145, 1340, 1209]
doctor-entry: Δρ ΓΕΩΡΓΙΟΣ ΦΙΛΙΠΠΟΥ — Δερματολόγος - Αφροδισιολόγος. Εγνατίας 15, τηλ. 263.210	[638, 938, 808, 969]
auction-brands: LANCIA - CITROEN	[122, 1984, 374, 2015]
notice-body: Ο πρόεδρος της κοινότητος διακηρύσσει ότι εκτίθεται σε δημόσιο μειοδοτικό διαγωνισμό η εκτέλεση του έργου. Ο διαγωνισμός θα γίνει στο κοινοτικό κατάστημα ενώπιον της αρμοδίας επιτροπής. Πληροφορίες και έντυπα από το γραφείο της κοινότητος.	[993, 767, 1162, 853]
announcement-title: ΑΝΑΚΟΙΝΩΣΗ	[1273, 1282, 1519, 1319]
column-rule	[1166, 175, 1167, 2244]
auction-sub2: ΑΥΤΟΚΙΝΗΤΩΝ	[180, 1923, 324, 1945]
salesmen-req: — να είναι ευπαρουσίαστοι, δραστήριοι και εργατικοί	[654, 2040, 954, 2053]
doctor-entry: ΕΛΕΗ ΣΑΡΙΠΑΝΙΔΟΥ - ΘΩΜΑΪΔΟΥ — Ειδική παθολόγος - Διαβητολόγος	[638, 1047, 808, 1068]
notice-body: Ο δήμαρχος Θεσσαλονίκης διακηρύσσει ότι εκτίθεται σε δημόσιο μειοδοτικό διαγωνισμό η προμήθεια 2000 φακέλων με τις προσφορές των ενδιαφερομένων. Ο διαγωνισμός θα γίνει στο δημαρχείο.	[1170, 753, 1340, 817]
subheadline: «ΑΓΙΟΣ ΝΙΚΟΛΑΟΣ»	[1411, 732, 1513, 742]
salesmen-closing: Οι ενδιαφερόμενοι μπορούν να υπολογίζουν σε ένα καθαρό εισόδημα 25.000 δρχ. το μήνα. Να απευθυνθούν στον εκπρόσωπο της Εταιρείας μας κ. Κ. ΚΟΥΤΣΑΥΤΗ στο ξενοδοχείο «ΓΑΛΑΞΙΑΣ» την ΤΡΙΤΗ και ΤΕΤΑΡΤΗ, 15 και 16 Μαΐου.	[644, 2072, 979, 2118]
notice-heading: ΠΡΟΜΗΘΕΙΑ ΠΑΝΩΣΕΤΩΝ ΦΑΚΕΛΩΝ	[465, 175, 630, 196]
salesmen-req: — να είναι ηλικίας 25—35 ετών	[654, 2013, 832, 2025]
power-signature: ΔΕΗ	[952, 1681, 975, 1691]
notice-heading: ΔΕΗ - λιγνιτωρυχείο Πτολεμαΐδας	[816, 361, 985, 381]
section-banner-title: Διακηρύξεις - Δημοπρασίες -	[550, 82, 1322, 148]
konst-title: ΚΩΝΣΤΑΝΤΙΝΟΥΠΟΛΗ	[479, 2162, 617, 2177]
article-body: Ο πρόεδρος της κοινότητος διακηρύσσει ότι εκτίθεται σε δημόσιο μειοδοτικό διαγωνισμό η εκτέλεση του έργου. Ο διαγωνισμός θα γίνει στο κοινοτικό κατάστημα ενώπιον της αρμοδίας επιτροπής. Πληροφορίες και έντυπα από το γραφείο της κοινότητος.	[1349, 317, 1574, 381]
notice-body: Ο πρόεδρος της κοινότητος διακηρύσσει ότι εκτίθεται σε δημόσιο μειοδοτικό διαγωνισμό η εκτέλεση του έργου. Ο διαγωνισμός θα γίνει στο κοινοτικό κατάστημα ενώπιον της αρμοδίας επιτροπής. Πληροφορίες και έντυπα από το γραφείο της κοινότητος.	[993, 1584, 1162, 1670]
power-intro: Η ΔΕΗ ειδοποιεί τους καταναλωτές ότι τη Δευτέρα 14, Τρίτη 15 και Τετάρτη 16 Μαΐου θα διακοπεί το ηλεκτρικό ρεύμα στις εξής περιοχές:	[648, 1381, 975, 1402]
notice-body: Ο πρόεδρος της κοινότητος διακηρύσσει ότι εκτίθεται σε δημόσιο μειοδοτικό διαγωνισμό η εκτέλεση του έργου. Ο διαγωνισμός θα γίνει στο κοινοτικό κατάστημα ενώπιον της αρμοδίας επιτροπής. Πληροφορίες και έντυπα από το γραφείο της κοινότητος.	[816, 201, 985, 287]
doctor-entry: ΒΑΣΙΛΕΙΟΣ ΜΠΙΤΖΑΚΗΣ — Αφροδισιολόγος - Δερματολόγος. Εγνατίας 46, τηλ. 278.943	[638, 1011, 808, 1042]
divider	[51, 1226, 453, 1228]
power-body: ΠΕΡΙΟΧΗ ΣΥΚΕΩΝ: Από ώρα 08.00—14.00 περιοχή Νεαπόλεως. ΠΕΡΙΟΧΗ ΚΑΛΑΜΑΡΙΑΣ: 1) Από ώρα 08.30—15.30 περιοχή Αρετσούς.	[648, 1619, 975, 1639]
kinisi-body: Ο ορθοδοντικός - Χειρούργος Κοσμός Κωνσταντίνου επανέλαβε τη δουλειά του στο ιατρείο του.	[816, 1066, 985, 1097]
notice-body: Ο δήμαρχος Θεσσαλονίκης διακηρύσσει ότι εκτίθεται σε δημόσιο μειοδοτικό διαγωνισμό η προμήθεια 2000 φακέλων με τις προσφορές των ενδιαφερομένων. Ο διαγωνισμός θα γίνει στο δημαρχείο.	[993, 292, 1162, 356]
subheadline: ΑΝΑΜΝΗΣΤΙΚΗ ΤΑΧΥΔΡΟΜΙΚΗ ΣΦΡΑΓΙΔΑ	[1352, 386, 1571, 396]
notice-body: Ο πρόεδρος της κοινότητος διακηρύσσει ότι εκτίθεται σε δημόσιο μειοδοτικό διαγωνισμό η εκτέλεση του έργου. Ο διαγωνισμός θα γίνει στο κοινοτικό κατάστημα ενώπιον της αρμοδίας επιτροπής. Πληροφορίες και έντυπα από το γραφείο της κοινότητος.	[993, 466, 1162, 552]
article-body: Ο πρόεδρος της κοινότητος διακηρύσσει ότι εκτίθεται σε δημόσιο μειοδοτικό διαγωνισμό η εκτέλεση του έργου. Ο διαγωνισμός θα γίνει στο κοινοτικό κατάστημα ενώπιον της αρμοδίας επιτροπής. Πληροφορίες και έντυπα από το γραφείο της κοινότητος.	[51, 1046, 453, 1147]
power-body: ΠΕΡΙΟΧΗ ΘΕΣΣΑΛΟΝΙΚΗΣ: 1) Από ώρα 08.00—12.00 περιοχή μεταξύ των οδών Βενιζέλου, Φράγκων, Εγνατίας και Αγ. Σοφίας. 2) Από ώρα 13.00—14.30 περιοχή Τριανδρίας. 3) Από ώρα 09.30—15.30 περιοχή Καλαμαριάς.	[648, 1520, 975, 1562]
notice-body: Ο πρόεδρος της κοινότητος διακηρύσσει ότι εκτίθεται σε δημόσιο μειοδοτικό διαγωνισμό η εκτέλεση του έργου. Ο διαγωνισμός θα γίνει στο κοινοτικό κατάστημα ενώπιον της αρμοδίας επιτροπής. Πληροφορίες και έντυπα από το γραφείο της κοινότητος.	[816, 386, 985, 472]
notice-body: Ο πρόεδρος της κοινότητος διακηρύσσει ότι εκτίθεται σε δημόσιο μειοδοτικό διαγωνισμό η εκτέλεση του έργου. Ο διαγωνισμός θα γίνει στο κοινοτικό κατάστημα ενώπιον της αρμοδίας επιτροπής. Πληροφορίες και έντυπα από το γραφείο της κοινότητος.	[993, 1138, 1162, 1224]
notice-heading: ΑΝΑΚΑΙΝΙΣΗ ΑΝΤΙΑΣΦΑΛΤΟΥ	[993, 1319, 1145, 1329]
doctors-list-right	[816, 938, 985, 1293]
power-day: ΤΡΙΤΗ 15 ΜΑΪΟΥ	[768, 1505, 855, 1515]
dei-logo	[648, 1308, 691, 1352]
konst-addr: ΤΣΙΜΙΣΚΗ 18Ν	[508, 2211, 587, 2222]
article-body: Ο πρόεδρος της κοινότητος διακηρύσσει ότι εκτίθεται σε δημόσιο μειοδοτικό διαγωνισμό η εκτέλεση του έργου. Ο διαγωνισμός θα γίνει στο κοινοτικό κατάστημα ενώπιον της αρμοδίας επιτροπής. Πληροφορίες και έντυπα από το γραφείο της κοινότητος.	[51, 1462, 453, 1552]
auction-when: Τήν Κυριακή 13/5 στό Φοίνικα	[113, 2021, 391, 2041]
left-article-4	[51, 1269, 453, 1413]
left-article-3	[51, 1046, 453, 1220]
auction-terms: ● Μεγάλες ευκολίες πληρωμής	[83, 2084, 365, 2104]
esso-pappas-ad	[1217, 1468, 1574, 2246]
article-body: Ο πρόεδρος της κοινότητος διακηρύσσει ότι εκτίθεται σε δημόσιο μειοδοτικό διαγωνισμό η εκτέλεση του έργου. Ο διαγωνισμός θα γίνει στο κοινοτικό κατάστημα ενώπιον της αρμοδίας επιτροπής. Πληροφορίες και έντυπα από το γραφείο της κοινότητος.	[257, 789, 453, 864]
notice-body: Ο πρόεδρος της κοινότητος διακηρύσσει ότι εκτίθεται σε δημόσιο μειοδοτικό διαγωνισμό η εκτέλεση του έργου. Ο διαγωνισμός θα γίνει στο κοινοτικό κατάστημα ενώπιον της αρμοδίας επιτροπής. Πληροφορίες και έντυπα από το γραφείο της κοινότητος.	[1170, 557, 1340, 642]
steel-company-ad	[51, 1627, 453, 1836]
notice-heading: ΠΡΟΜΗΘΕΙΑ ΦΩΤΟΑΝΤΙΓΡΑΦΙΚΟΥ ΜΗΧΑΝΗΜΑΤΟΣ	[465, 960, 574, 991]
doctor-entry: ΦΩΤΙΟΣ ΑΝ. ΠΟΣΕΛΛΗ — Ειδικευθείς εις Καρδιολογία, Μητροπόλεως 46	[816, 963, 985, 995]
esso-line3: ΓΙΑ ΤΗ ΔΙΕΥΘΥΝΣΗ ΕΜΠΟΡΙΑΣ ΘΕΣΣΑΛΟΝΙΚΗΣ	[1238, 1713, 1553, 1767]
konst-agency: MEDITERRANEAN TOURS	[471, 2192, 624, 2210]
article-body: Ο πρόεδρος της κοινότητος διακηρύσσει ότι εκτίθεται σε δημόσιο μειοδοτικό διαγωνισμό η εκτέλεση του έργου. Ο διαγωνισμός θα γίνει στο κοινοτικό κατάστημα ενώπιον της αρμοδίας επιτροπής. Πληροφορίες και έντυπα από το γραφείο της κοινότητος.	[1349, 663, 1574, 727]
notice-body: Ο πρόεδρος της κοινότητος διακηρύσσει ότι εκτίθεται σε δημόσιο μειοδοτικό διαγωνισμό η εκτέλεση του έργου. Ο διαγωνισμός θα γίνει στο κοινοτικό κατάστημα ενώπιον της αρμοδίας επιτροπής. Πληροφορίες και έντυπα από το γραφείο της κοινότητος.	[465, 1399, 630, 1485]
notice-body: Ο πρόεδρος της κοινότητος διακηρύσσει ότι εκτίθεται σε δημόσιο μειοδοτικό διαγωνισμό η εκτέλεση του έργου. Ο διαγωνισμός θα γίνει στο κοινοτικό κατάστημα ενώπιον της αρμοδίας επιτροπής. Πληροφορίες και έντυπα από το γραφείο της κοινότητος.	[993, 858, 1162, 944]
esso-req-title: Οι ύποψήφιοι πρέπει :	[1232, 1791, 1466, 1816]
notice-body: Ο δήμαρχος Θεσσαλονίκης διακηρύσσει ότι εκτίθεται σε δημόσιο μειοδοτικό διαγωνισμό η προμήθεια 2000 φακέλων με τις προσφορές των ενδιαφερομένων. Ο διαγωνισμός θα γίνει στο δημαρχείο.	[1170, 281, 1340, 345]
notice-heading: ΠΡΟΜΗΘΕΙΑ ΠΥΡΟΣΒΕΣΤΗΡΩΝ	[465, 371, 628, 381]
salesmen-ad	[638, 1838, 985, 2173]
notice-body: Ο πρόεδρος της κοινότητος διακηρύσσει ότι εκτίθεται σε δημόσιο μειοδοτικό διαγωνισμό η εκτέλεση του έργου. Ο διαγωνισμός θα γίνει στο κοινοτικό κατάστημα ενώπιον της αρμοδίας επιτροπής. Πληροφορίες και έντυπα από το γραφείο της κοινότητος.	[1170, 190, 1340, 276]
article-body: Ο πρόεδρος της κοινότητος διακηρύσσει ότι εκτίθεται σε δημόσιο μειοδοτικό διαγωνισμό η εκτέλεση του έργου. Ο διαγωνισμός θα γίνει στο κοινοτικό κατάστημα ενώπιον της αρμοδίας επιτροπής. Πληροφορίες και έντυπα από το γραφείο της κοινότητος.	[51, 405, 246, 480]
notice-body: Ο δήμαρχος Θεσσαλονίκης διακηρύσσει ότι εκτίθεται σε δημόσιο μειοδοτικό διαγωνισμό η προμήθεια 2000 φακέλων με τις προσφορές των ενδιαφερομένων. Ο διαγωνισμός θα γίνει στο δημαρχείο.	[993, 673, 1162, 737]
notice-body: Ο πρόεδρος της κοινότητος διακηρύσσει ότι εκτίθεται σε δημόσιο μειοδοτικό διαγωνισμό η εκτέλεση του έργου. Ο διαγωνισμός θα γίνει στο κοινοτικό κατάστημα ενώπιον της αρμοδίας επιτροπής. Πληροφορίες και έντυπα από το γραφείο της κοινότητος.	[993, 1494, 1162, 1579]
article-body: Το υπουργείο εμπορικής ναυτιλίας ανακοινώνει ότι προκηρύσσει την πλήρωση δύο θέσεων καθηγητών σωματικής αγωγής.	[257, 1498, 453, 1541]
notice-column-1	[465, 175, 630, 2195]
headline-road-study: ΕΚΔΗΛΩΣΗ ΕΝΔΙΑΦΕΡΟΝΤΟΣ ΓΙΑ ΤΗ ΣΥΝΤΑΞΗ ΜΕΛΕΤΗΣ ΚΑΤΑΣΚΕΥΗΣ ΤΗΣ ΟΔΟΥ ΜΟΣΧΟΠΟΤΑΜΟΥ - ΕΛΑΤΟΧΩΡΙΟΥ	[81, 1231, 424, 1258]
headline-physical-education: ΠΛΗΡΩΣΗ ΔΥΟ ΘΕΣΕΩΝ ΚΑΘΗΓΗΤΩΝ ΣΩΜΑΤΙΚΗΣ ΑΓΩΓΗΣ ΓΙΑ ΤΙΣ ΑΝΩΤΕΡΕΣ ΣΧΟΛΕΣ ΕΜΠΟΡΙΚΟΥ ΝΑΥΤΙΚΟΥ	[60, 1425, 444, 1451]
announcement-body: Η ΔΑΚΚΗ άνώνυμος άσφαλιστική εταιρία άνακοινώνει στούς πελάτες της ότι τά γραφεία της στη Θεσσαλονίκη μεταφέρθηκαν στα νέα πολυώροφα γραφεία της (Νέα Εγνατίας 43).	[1229, 1322, 1562, 1380]
notice-heading: ΕΚΤΕΛΕΣΗ ΧΩΜΑΤΟΥΡΓΙΚΩΝ ΕΡΓΑΣΙΩΝ	[816, 175, 985, 196]
esso-req: • Νά γνωρίζουν τήν Άγγλική Γλώσσα.	[1262, 2007, 1559, 2032]
notice-body: Ο πρόεδρος της κοινότητος διακηρύσσει ότι εκτίθεται σε δημόσιο μειοδοτικό διαγωνισμό η εκτέλεση του έργου. Ο διαγωνισμός θα γίνει στο κοινοτικό κατάστημα ενώπιον της αρμοδίας επιτροπής. Πληροφορίες και έντυπα από το γραφείο της κοινότητος.	[993, 1228, 1162, 1314]
notice-body: Ο δήμαρχος Θεσσαλονίκης διακηρύσσει ότι εκτίθεται σε δημόσιο μειοδοτικό διαγωνισμό η προμήθεια 2000 φακέλων με τις προσφορές των ενδιαφερομένων. Ο διαγωνισμός θα γίνει στο δημαρχείο.	[465, 1294, 630, 1368]
notice-heading: ΕΚΜΙΣΘΩΣΗ ΔΙΚΑΙΩΜΑΤΟΣ ΑΜΜΟΛΗΨΙΑΣ	[993, 742, 1162, 763]
notice-body: Ο πρόεδρος της κοινότητος διακηρύσσει ότι εκτίθεται σε δημόσιο μειοδοτικό διαγωνισμό η εκτέλεση του έργου. Ο διαγωνισμός θα γίνει στο κοινοτικό κατάστημα ενώπιον της αρμοδίας επιτροπής. Πληροφορίες και έντυπα από το γραφείο της κοινότητος.	[816, 477, 985, 563]
notice-body: Ο δήμαρχος Θεσσαλονίκης διακηρύσσει ότι εκτίθεται σε δημόσιο μειοδοτικό διαγωνισμό η προμήθεια 2000 φακέλων με τις προσφορές των ενδιαφερομένων. Ο διαγωνισμός θα γίνει στο δημαρχείο.	[465, 880, 630, 955]
notice-body: Ο δήμαρχος Θεσσαλονίκης διακηρύσσει ότι εκτίθεται σε δημόσιο μειοδοτικό διαγωνισμό η προμήθεια 2000 φακέλων με τις προσφορές των ενδιαφερομένων. Ο διαγωνισμός θα γίνει στο δημαρχείο.	[993, 1675, 1162, 1739]
article-body: Ο πρόεδρος της κοινότητος διακηρύσσει ότι εκτίθεται σε δημόσιο μειοδοτικό διαγωνισμό η εκτέλεση του έργου. Ο διαγωνισμός θα γίνει στο κοινοτικό κατάστημα ενώπιον της αρμοδίας επιτροπής. Πληροφορίες και έντυπα από το γραφείο της κοινότητος.	[51, 1269, 453, 1359]
article-body: Ο πρόεδρος της κοινότητος διακηρύσσει ότι εκτίθεται σε δημόσιο μειοδοτικό διαγωνισμό η εκτέλεση του έργου. Ο διαγωνισμός θα γίνει στο κοινοτικό κατάστημα ενώπιον της αρμοδίας επιτροπής. Πληροφορίες και έντυπα από το γραφείο της κοινότητος.	[51, 789, 247, 864]
left-article-1	[51, 166, 246, 678]
auction-name: AUTO MARKET	[63, 2047, 282, 2080]
article-body: ΑΘΗΝΑ, 11. — Υπάρχουν δυνατότητες για σημαντική αύξηση των εμπορικών σχέσεων μεταξύ της χώρας μας και της Μαλαισίας, όπως τονίστηκε κατά τις συνομιλίες.	[1349, 601, 1574, 643]
announcement-phones: Τά νέα μας τηλέφωνα: 833.683, 835.676, 835.671, 835.641, 835.085	[1229, 1385, 1562, 1414]
notice-body: Ο πρόεδρος της κοινότητος διακηρύσσει ότι εκτίθεται σε δημόσιο μειοδοτικό διαγωνισμό η εκτέλεση του έργου. Ο διαγωνισμός θα γίνει στο κοινοτικό κατάστημα ενώπιον της αρμοδίας επιτροπής. Πληροφορίες και έντυπα από το γραφείο της κοινότητος.	[638, 470, 808, 556]
auction-brands: OPEL - SEAT - FIAT -	[73, 1949, 345, 1979]
page-number-box	[51, 57, 230, 97]
notice-body: Ο πρόεδρος της κοινότητος διακηρύσσει ότι εκτίθεται σε δημόσιο μειοδοτικό διαγωνισμό η εκτέλεση του έργου. Ο διαγωνισμός θα γίνει στο κοινοτικό κατάστημα ενώπιον της αρμοδίας επιτροπής. Πληροφορίες και έντυπα από το γραφείο της κοινότητος.	[638, 190, 808, 276]
notice-heading: ΒΕΛΤΙΩΣΗ ΟΔΟΥ	[638, 281, 725, 291]
esso-req: • Νά έχουν εκπληρώσει τις στρατιωτικές τους υποχρεώσεις.	[1262, 1946, 1559, 1997]
notice-body: Ο πρόεδρος της κοινότητος διακηρύσσει ότι εκτίθεται σε δημόσιο μειοδοτικό διαγωνισμό η εκτέλεση του έργου. Ο διαγωνισμός θα γίνει στο κοινοτικό κατάστημα ενώπιον της αρμοδίας επιτροπής. Πληροφορίες και έντυπα από το γραφείο της κοινότητος.	[1170, 466, 1340, 552]
doctor-entry: ΦΙΛΙΠΠΟΣ ΠΑΡΑΣΟΓΛΟΥ — Οφθαλμίατρος - Χειρουργός. Εγνατίας 35, τηλ. 271.388	[638, 974, 808, 1006]
article-body: Ο πρόεδρος της κοινότητος διακηρύσσει ότι εκτίθεται σε δημόσιο μειοδοτικό διαγωνισμό η εκτέλεση του έργου. Ο διαγωνισμός θα γίνει στο κοινοτικό κατάστημα ενώπιον της αρμοδίας επιτροπής. Πληροφορίες και έντυπα από το γραφείο της κοινότητος.	[51, 325, 246, 400]
article-body: Το υπουργείο εμπορικής ναυτιλίας ανακοινώνει ότι προκηρύσσει την πλήρωση δύο θέσεων καθηγητών σωματικής αγωγής.	[51, 1462, 247, 1504]
notice-body: Ο πρόεδρος της κοινότητος διακηρύσσει ότι εκτίθεται σε δημόσιο μειοδοτικό διαγωνισμό η εκτέλεση του έργου. Ο διαγωνισμός θα γίνει στο κοινοτικό κατάστημα ενώπιον της αρμοδίας επιτροπής. Πληροφορίες και έντυπα από το γραφείο της κοινότητος.	[465, 281, 630, 366]
notice-heading: ΔΙΑΘΕΣΗ ΣΦΑΓΜΕΝΩΝ ΟΡΝΙΘΙΩΝ	[993, 557, 1162, 577]
notice-heading: ΚΑΤΑΣΚΕΥΗ ΚΡΑΣΠΕΔΩΝ ΟΔΩΝ	[465, 1373, 630, 1394]
notice-body: Ο πρόεδρος της κοινότητος διακηρύσσει ότι εκτίθεται σε δημόσιο μειοδοτικό διαγωνισμό η εκτέλεση του έργου. Ο διαγωνισμός θα γίνει στο κοινοτικό κατάστημα ενώπιον της αρμοδίας επιτροπής. Πληροφορίες και έντυπα από το γραφείο της κοινότητος.	[465, 1087, 630, 1172]
divider	[51, 1419, 453, 1421]
notice-heading: ΠΡΟΜΗΘΕΙΑ ΓΙΑ ΜΕΤΑΦΟΡΑ ΥΛΙΚΩΝ ΟΙΚΟΠΕΔΟΥ	[1170, 1029, 1340, 1049]
section-banner	[465, 61, 1407, 169]
